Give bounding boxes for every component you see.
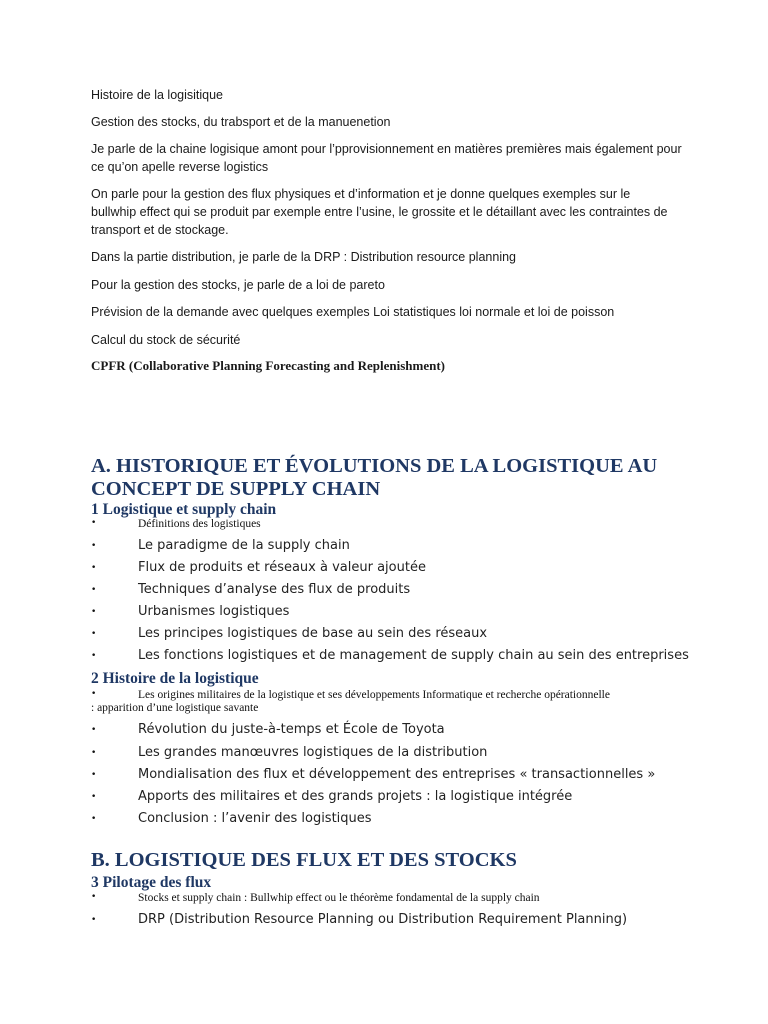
list-item-text: Définitions des logistiques [138,518,261,530]
note-line: Gestion des stocks, du trabsport et de la manuenetion [91,115,391,129]
bullet: • [91,585,97,595]
note-line: Calcul du stock de sécurité [91,333,241,347]
bullet: • [91,915,97,925]
list-item-text: Apports des militaires et des grands projets : la logistique intégrée [138,789,573,804]
list-item-text: Les grandes manœuvres logistiques de la distribution [138,745,488,760]
bullet: • [91,792,97,802]
note-line: Pour la gestion des stocks, je parle de a loi de pareto [91,278,385,292]
list-item-text: Mondialisation des flux et développement des entreprises « transactionnelles » [138,767,656,782]
bullet: • [91,689,97,699]
list-item-text: Techniques d’analyse des flux de produits [138,582,411,597]
list-item-text: Les fonctions logistiques et de management de supply chain au sein des entreprises [138,648,689,663]
subsection-2-title: 2 Histoire de la logistique [91,670,259,687]
note-paragraph: Je parle de la chaine logisique amont pour l’pprovisionnement en matières premières mais également pour ce qu’on apelle reverse logistics [91,142,682,174]
list-item-text: Urbanismes logistiques [138,604,290,619]
list-item-text: DRP (Distribution Resource Planning ou Distribution Requirement Planning) [138,912,628,927]
bullet: • [91,541,97,551]
section-a-title: A. HISTORIQUE ET ÉVOLUTIONS DE LA LOGISTIQUE AU CONCEPT DE SUPPLY CHAIN [91,455,658,500]
bullet: • [91,814,97,824]
section-b-title: B. LOGISTIQUE DES FLUX ET DES STOCKS [91,849,517,871]
list-item-text: Les origines militaires de la logistique et ses développements Informatique et recherche opérationnelle : apparition d’une logistique savante [91,689,610,714]
note-line: Histoire de la logisitique [91,88,224,102]
bullet: • [91,725,97,735]
bullet: • [91,607,97,617]
bullet: • [91,651,97,661]
bullet: • [91,629,97,639]
note-paragraph: On parle pour la gestion des flux physiques et d’information et je donne quelques exemples sur le bullwhip effect qui se produit par exemple entre l’usine, le grossite et le détaillant avec les contraintes de transport et de stockage. [91,187,668,237]
list-item-text: Stocks et supply chain : Bullwhip effect ou le théorème fondamental de la supply chain [138,892,540,904]
bullet: • [91,518,97,528]
bullet: • [91,770,97,780]
cpfr-heading: CPFR (Collaborative Planning Forecasting and Replenishment) [91,358,446,373]
list-item-text: Le paradigme de la supply chain [138,538,350,553]
bullet: • [91,563,97,573]
subsection-3-title: 3 Pilotage des flux [91,874,212,891]
note-line: Prévision de la demande avec quelques exemples Loi statistiques loi normale et loi de poisson [91,305,615,319]
list-item-text: Flux de produits et réseaux à valeur ajoutée [138,560,426,575]
bullet: • [91,892,97,902]
list-item-text: Révolution du juste-à-temps et École de Toyota [138,722,445,737]
subsection-1-title: 1 Logistique et supply chain [91,501,277,518]
bullet: • [91,748,97,758]
list-item-text: Conclusion : l’avenir des logistiques [138,811,372,826]
note-line: Dans la partie distribution, je parle de la DRP : Distribution resource planning [91,250,516,264]
list-item-text: Les principes logistiques de base au sein des réseaux [138,626,488,641]
